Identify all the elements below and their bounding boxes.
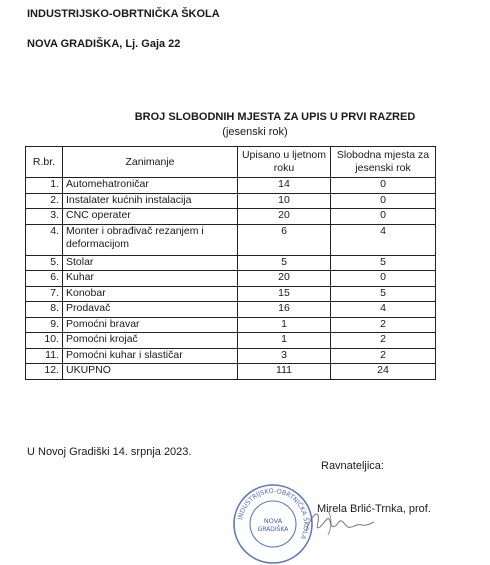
row-enrolled: 20 — [238, 209, 331, 225]
director-name: Mirela Brlić-Trnka, prof. — [317, 503, 431, 515]
header-free: Slobodna mjesta za jesenski rok — [331, 147, 436, 178]
stamp-center-line1: NOVA — [263, 517, 283, 525]
row-occupation: Instalater kućnih instalacija — [63, 193, 238, 209]
row-free: 4 — [331, 302, 436, 318]
table-row — [26, 271, 436, 287]
row-enrolled: 1 — [238, 333, 331, 349]
row-free: 0 — [331, 209, 436, 225]
row-free: 4 — [331, 224, 436, 255]
header-enrolled: Upisano u ljetnom roku — [238, 147, 331, 178]
table-row — [26, 286, 436, 302]
header-no: R.br. — [26, 147, 63, 178]
table-row — [26, 333, 436, 349]
row-enrolled: 15 — [238, 286, 331, 302]
row-occupation: Pomoćni kuhar i slastičar — [63, 348, 238, 364]
table-row — [26, 209, 436, 225]
document-title: BROJ SLOBODNIH MJESTA ZA UPIS U PRVI RAZRED — [134, 111, 416, 123]
school-name: INDUSTRIJSKO-OBRTNIČKA ŠKOLA — [27, 8, 220, 20]
row-enrolled: 20 — [238, 271, 331, 287]
seats-table — [25, 146, 436, 380]
row-occupation: UKUPNO — [63, 364, 238, 380]
signature — [298, 505, 378, 539]
row-enrolled: 6 — [238, 224, 331, 255]
row-free: 2 — [331, 348, 436, 364]
row-free: 5 — [331, 286, 436, 302]
document-subtitle: (jesenski rok) — [222, 126, 288, 138]
row-occupation: Automehatroničar — [63, 178, 238, 194]
row-no: 2. — [26, 193, 63, 209]
table-header-row — [26, 147, 436, 178]
row-enrolled: 14 — [238, 178, 331, 194]
stamp-center-line2: GRADIŠKA — [257, 526, 289, 533]
row-enrolled: 1 — [238, 317, 331, 333]
row-no: 11. — [26, 348, 63, 364]
row-occupation: Pomoćni krojač — [63, 333, 238, 349]
row-no: 3. — [26, 209, 63, 225]
row-enrolled: 3 — [238, 348, 331, 364]
stamp-ring-text: INDUSTRIJSKO-OBRTNIČKA ŠKOLA — [236, 486, 311, 541]
header-occupation: Zanimanje — [63, 147, 238, 178]
table-row-total — [26, 364, 436, 380]
table-row — [26, 178, 436, 194]
row-no: 7. — [26, 286, 63, 302]
row-no: 12. — [26, 364, 63, 380]
director-label: Ravnateljica: — [321, 460, 384, 472]
row-occupation: Kuhar — [63, 271, 238, 287]
row-free: 0 — [331, 193, 436, 209]
row-no: 5. — [26, 255, 63, 271]
row-occupation: Konobar — [63, 286, 238, 302]
signature-stroke — [306, 514, 374, 531]
row-no: 8. — [26, 302, 63, 318]
row-no: 1. — [26, 178, 63, 194]
row-occupation: CNC operater — [63, 209, 238, 225]
table-row — [26, 302, 436, 318]
table-row — [26, 255, 436, 271]
row-enrolled: 10 — [238, 193, 331, 209]
table-row — [26, 348, 436, 364]
table-row — [26, 224, 436, 255]
row-no: 9. — [26, 317, 63, 333]
row-enrolled: 16 — [238, 302, 331, 318]
row-occupation: Monter i obrađivač rezanjem i deformacijom — [63, 224, 238, 255]
table-row — [26, 317, 436, 333]
row-free: 2 — [331, 317, 436, 333]
row-occupation: Stolar — [63, 255, 238, 271]
row-free: 2 — [331, 333, 436, 349]
row-free: 5 — [331, 255, 436, 271]
signature-stroke-2 — [328, 511, 331, 535]
row-free: 24 — [331, 364, 436, 380]
row-occupation: Pomoćni bravar — [63, 317, 238, 333]
row-enrolled: 5 — [238, 255, 331, 271]
row-occupation: Prodavač — [63, 302, 238, 318]
row-enrolled: 111 — [238, 364, 331, 380]
row-free: 0 — [331, 271, 436, 287]
row-no: 6. — [26, 271, 63, 287]
row-free: 0 — [331, 178, 436, 194]
row-no: 4. — [26, 224, 63, 255]
place-date: U Novoj Gradiški 14. srpnja 2023. — [27, 446, 192, 458]
table-row — [26, 193, 436, 209]
row-no: 10. — [26, 333, 63, 349]
school-address: NOVA GRADIŠKA, Lj. Gaja 22 — [27, 38, 181, 50]
